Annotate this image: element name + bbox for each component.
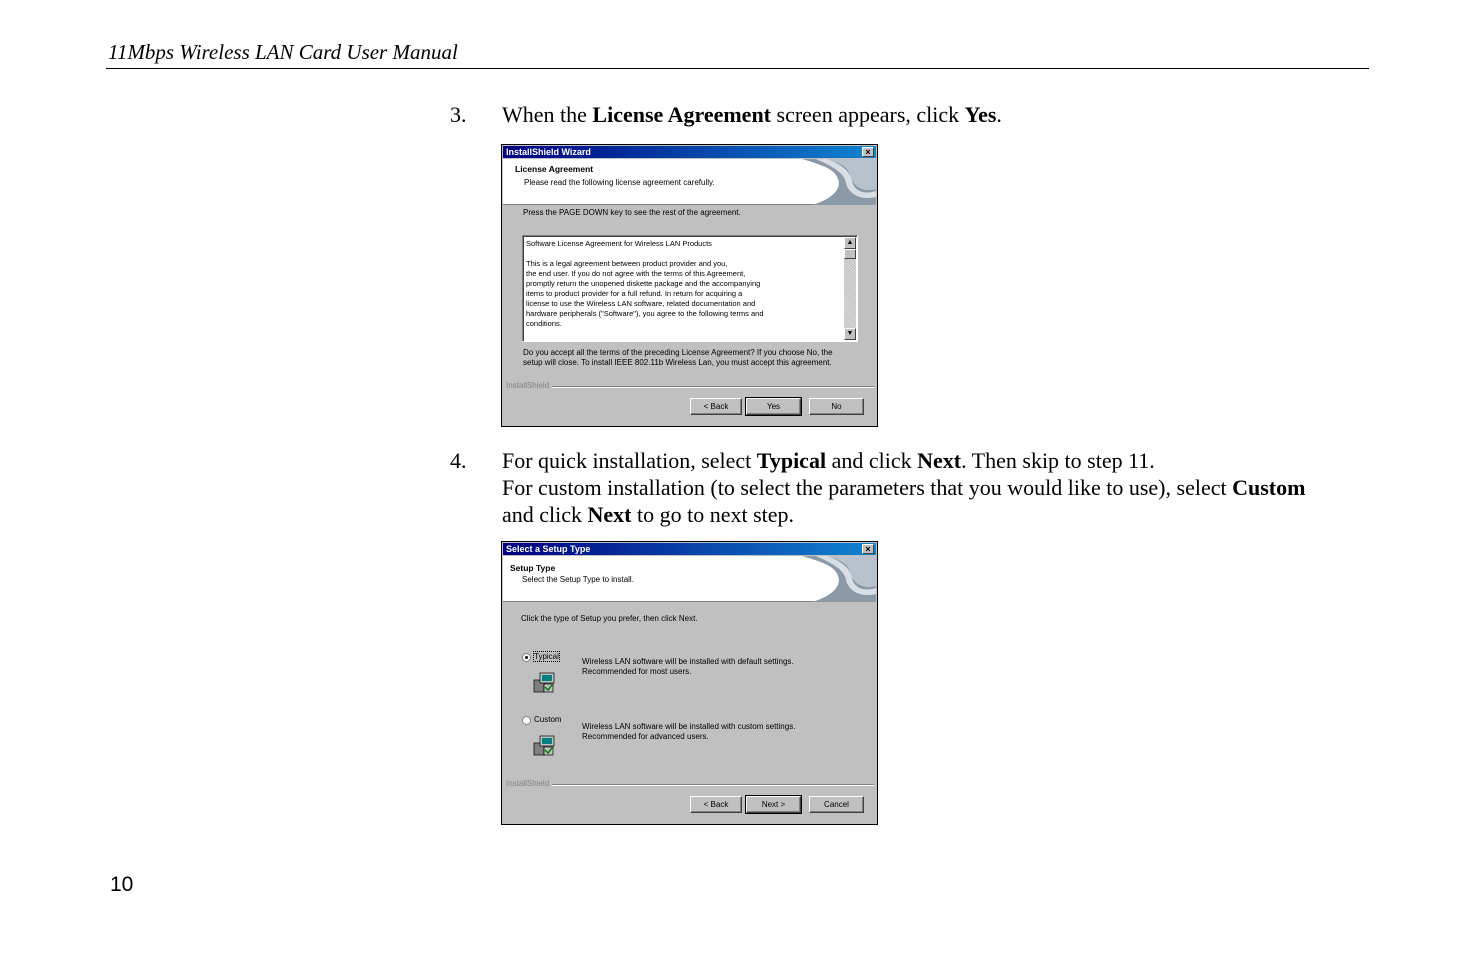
custom-radio-label[interactable]: Custom (534, 715, 562, 724)
accept-question-line-1: Do you accept all the terms of the preceding License Agreement? If you choose No, the (523, 348, 833, 357)
instruction-text: Press the PAGE DOWN key to see the rest of the agreement. (523, 208, 741, 217)
installshield-label: InstallShield (506, 779, 550, 788)
setup-computer-icon (532, 670, 556, 694)
step-text (502, 447, 1342, 528)
yes-button[interactable]: Yes (746, 398, 801, 415)
emphasized-term: License Agreement (592, 102, 772, 127)
close-icon[interactable]: × (862, 544, 874, 554)
scroll-down-icon[interactable]: ▼ (844, 328, 856, 340)
step-text-segment: to go to next step. (631, 502, 795, 527)
emphasized-term: Next (917, 448, 962, 473)
accept-question-line-2: setup will close. To install IEEE 802.11b Wireless Lan, you must accept this agreement. (523, 358, 832, 367)
step-text-segment: . (996, 102, 1002, 127)
dialog-title: Select a Setup Type (506, 544, 591, 554)
license-scrollbar[interactable] (844, 237, 856, 340)
step-text-segment: . Then skip to step 11. (961, 448, 1155, 473)
typical-description-line-1: Wireless LAN software will be installed with default settings. (582, 657, 794, 666)
footer-separator (552, 784, 874, 786)
step-text-segment: screen appears, click (771, 102, 965, 127)
step-text (502, 101, 1342, 128)
dialog-banner (503, 159, 876, 205)
license-text: Software License Agreement for Wireless LAN Products This is a legal agreement between product provider and you, the end user. If you do not agree with the terms of this Agreement, promptly return the unopened diskette package and the accompanying items to product provider for a full refund. In return for acquiring a license to use the Wireless LAN software, related documentation and hardware peripherals ("Software"), you agree to the following terms and conditions. (526, 239, 764, 328)
header-rule (106, 68, 1369, 69)
custom-description-line-2: Recommended for advanced users. (582, 732, 709, 741)
custom-description (582, 722, 795, 742)
step-text-segment: For custom installation (to select the parameters that you would like to use), select (502, 475, 1233, 500)
scroll-thumb[interactable] (844, 249, 856, 259)
banner-title: License Agreement (515, 164, 594, 174)
step-number: 4. (450, 448, 467, 473)
banner-subtitle: Please read the following license agreement carefully. (524, 178, 715, 187)
typical-radio[interactable] (522, 653, 531, 662)
installshield-swoosh-icon (792, 556, 876, 602)
license-textbox[interactable] (522, 235, 858, 342)
back-button[interactable]: < Back (690, 398, 742, 415)
close-icon[interactable]: × (862, 147, 874, 157)
dialog-title: InstallShield Wizard (506, 147, 591, 157)
step-text-segment: When the (502, 102, 593, 127)
step-text-segment: For quick installation, select (502, 448, 757, 473)
typical-description-line-2: Recommended for most users. (582, 667, 692, 676)
custom-radio[interactable] (522, 716, 531, 725)
next-button[interactable]: Next > (746, 796, 801, 813)
instruction-text: Click the type of Setup you prefer, then click Next. (521, 614, 698, 623)
custom-description-line-1: Wireless LAN software will be installed with custom settings. (582, 722, 796, 731)
step-text-segment: and click (826, 448, 918, 473)
typical-radio-label[interactable]: Typical (534, 652, 559, 661)
accept-question (523, 348, 833, 368)
emphasized-term: Yes (964, 102, 997, 127)
emphasized-term: Typical (756, 448, 827, 473)
scroll-up-icon[interactable]: ▲ (844, 237, 856, 249)
banner-subtitle: Select the Setup Type to install. (522, 575, 634, 584)
running-header: 11Mbps Wireless LAN Card User Manual (108, 40, 458, 64)
step-number: 3. (450, 102, 467, 127)
typical-description (582, 657, 794, 677)
page-number: 10 (110, 873, 134, 896)
cancel-button[interactable]: Cancel (809, 796, 864, 813)
back-button[interactable]: < Back (690, 796, 742, 813)
license-agreement-dialog (501, 144, 878, 427)
emphasized-term: Custom (1232, 475, 1306, 500)
no-button[interactable]: No (809, 398, 864, 415)
installshield-label: InstallShield (506, 381, 550, 390)
step-text-segment: and click (502, 502, 588, 527)
footer-separator (552, 386, 874, 388)
installshield-swoosh-icon (792, 159, 876, 205)
dialog-titlebar (503, 146, 876, 158)
dialog-banner (503, 556, 876, 602)
setup-type-dialog (501, 541, 878, 825)
dialog-titlebar (503, 543, 876, 555)
banner-title: Setup Type (510, 563, 556, 573)
setup-computer-icon (532, 733, 556, 757)
emphasized-term: Next (587, 502, 632, 527)
